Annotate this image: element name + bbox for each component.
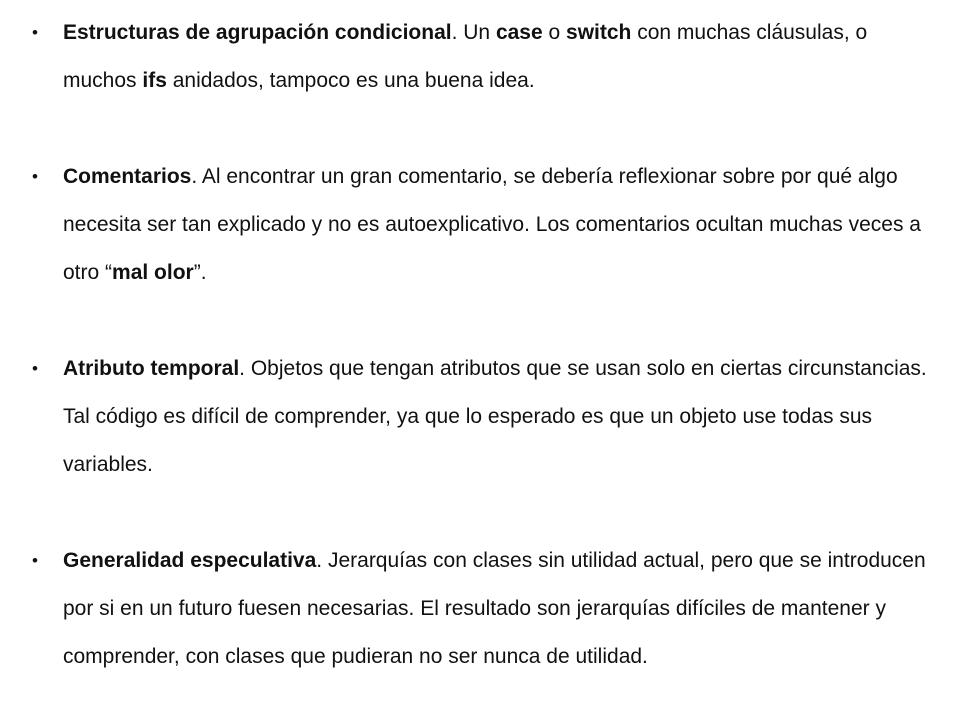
- bullet-item-conditional-structures: [32, 9, 933, 105]
- bullet-item-speculative-generality: [32, 537, 933, 681]
- bullet-text: [63, 549, 926, 668]
- text-run: anidados, tampoco es una buena idea.: [166, 69, 535, 92]
- bold-run: mal olor: [112, 261, 194, 284]
- bold-run: Comentarios: [63, 165, 192, 188]
- bold-run: Atributo temporal: [63, 357, 240, 380]
- text-run: . Al encontrar un gran comentario, se debería reflexionar sobre por qué algo necesita ser tan explicado y no es autoexplicativo. Los comentarios ocultan muchas veces a otro “: [63, 165, 921, 284]
- text-run: ”.: [193, 261, 207, 284]
- bold-run: switch: [566, 21, 632, 44]
- bullet-dot-icon: •: [32, 23, 38, 42]
- bold-run: ifs: [142, 69, 167, 92]
- text-run: con muchas cláusulas, o muchos: [63, 21, 868, 92]
- text-run: . Objetos que tengan atributos que se usan solo en ciertas circunstancias. Tal código es difícil de comprender, ya que lo esperado es que un objeto use todas sus variables.: [63, 357, 927, 476]
- bullet-text: [63, 357, 927, 476]
- bold-run: Generalidad especulativa: [63, 549, 317, 572]
- text-run: . Jerarquías con clases sin utilidad actual, pero que se introducen por si en un futuro fuesen necesarias. El resultado son jerarquías difíciles de mantener y comprender, con clases que pudieran no ser nunca de utilidad.: [63, 549, 926, 668]
- bullet-dot-icon: •: [32, 167, 38, 186]
- bold-run: Estructuras de agrupación condicional: [63, 21, 452, 44]
- text-run: . Un: [451, 21, 496, 44]
- bold-run: case: [495, 21, 543, 44]
- bullet-text: [63, 21, 867, 92]
- text-run: o: [542, 21, 567, 44]
- bullet-dot-icon: •: [32, 551, 38, 570]
- bullet-text: [63, 165, 921, 284]
- bullet-item-temporary-attribute: [32, 345, 933, 489]
- bullet-dot-icon: •: [32, 359, 38, 378]
- bullet-item-comments: [32, 153, 933, 297]
